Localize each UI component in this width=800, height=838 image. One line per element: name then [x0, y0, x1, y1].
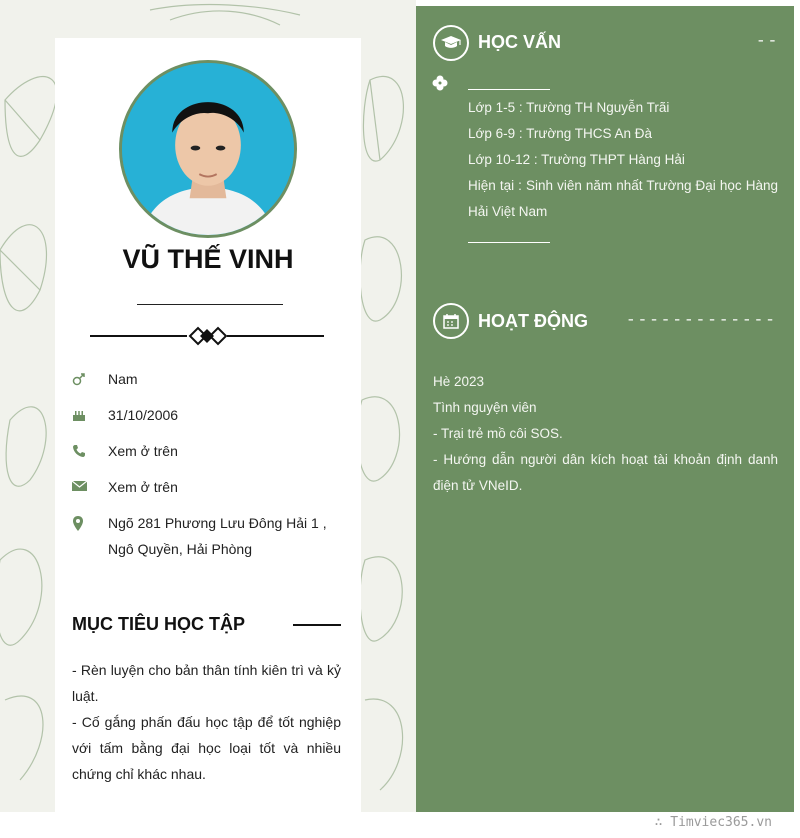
activities-title-dash: -------------	[626, 311, 777, 329]
activity-line: - Trại trẻ mồ côi SOS.	[433, 426, 563, 441]
objective-line: - Rèn luyện cho bản thân tính kiên trì và kỷ luật.	[72, 662, 341, 704]
gender-icon	[72, 366, 108, 392]
phone-icon	[72, 438, 108, 464]
watermark-brand: ∴ Timviec365.vn	[654, 815, 772, 830]
right-column	[416, 6, 794, 812]
activity-line: - Hướng dẫn người dân kích hoạt tài khoản định danh điện tử VNeID.	[433, 452, 778, 493]
diamond-divider	[90, 326, 324, 346]
gender-row	[72, 366, 352, 392]
graduation-cap-icon	[433, 25, 469, 61]
birthday-cake-icon	[72, 402, 108, 428]
objective-text	[72, 657, 341, 787]
gender-value: Nam	[108, 371, 138, 387]
objective-title-rule	[293, 624, 341, 626]
candidate-name: VŨ THẾ VINH	[122, 244, 294, 274]
email-value: Xem ở trên	[108, 479, 178, 495]
envelope-icon	[72, 474, 108, 500]
education-rule-bottom	[468, 242, 550, 243]
education-item: Lớp 1-5 : Trường TH Nguyễn Trãi	[468, 100, 670, 115]
phone-value: Xem ở trên	[108, 443, 178, 459]
phone-row	[72, 438, 352, 464]
email-row	[72, 474, 352, 500]
education-item: Hiện tại : Sinh viên năm nhất Trường Đại học Hàng Hải Việt Nam	[468, 178, 778, 219]
map-marker-icon	[72, 510, 108, 562]
objective-title: MỤC TIÊU HỌC TẬP	[72, 614, 245, 634]
birthday-value: 31/10/2006	[108, 407, 179, 423]
address-row	[72, 510, 352, 562]
birthday-row	[72, 402, 352, 428]
activity-line: Tình nguyện viên	[433, 400, 537, 415]
activities-title: HOẠT ĐỘNG	[478, 311, 588, 331]
objective-line: - Cố gắng phấn đấu học tập để tốt nghiệp với tấm bằng đại học loại tốt và nhiều chứng chỉ khác nhau.	[72, 714, 341, 782]
education-rule-top	[468, 89, 550, 90]
clover-icon	[432, 75, 448, 96]
name-underline	[137, 304, 283, 305]
avatar	[119, 60, 297, 238]
education-item: Lớp 10-12 : Trường THPT Hàng Hải	[468, 152, 685, 167]
address-value: Ngõ 281 Phương Lưu Đông Hải 1 , Ngô Quyền, Hải Phòng	[108, 515, 327, 557]
education-title-dash: --	[756, 32, 780, 50]
education-title: HỌC VẤN	[478, 32, 562, 52]
activity-line: Hè 2023	[433, 374, 485, 389]
calendar-icon	[433, 303, 469, 339]
education-item: Lớp 6-9 : Trường THCS An Đà	[468, 126, 653, 141]
